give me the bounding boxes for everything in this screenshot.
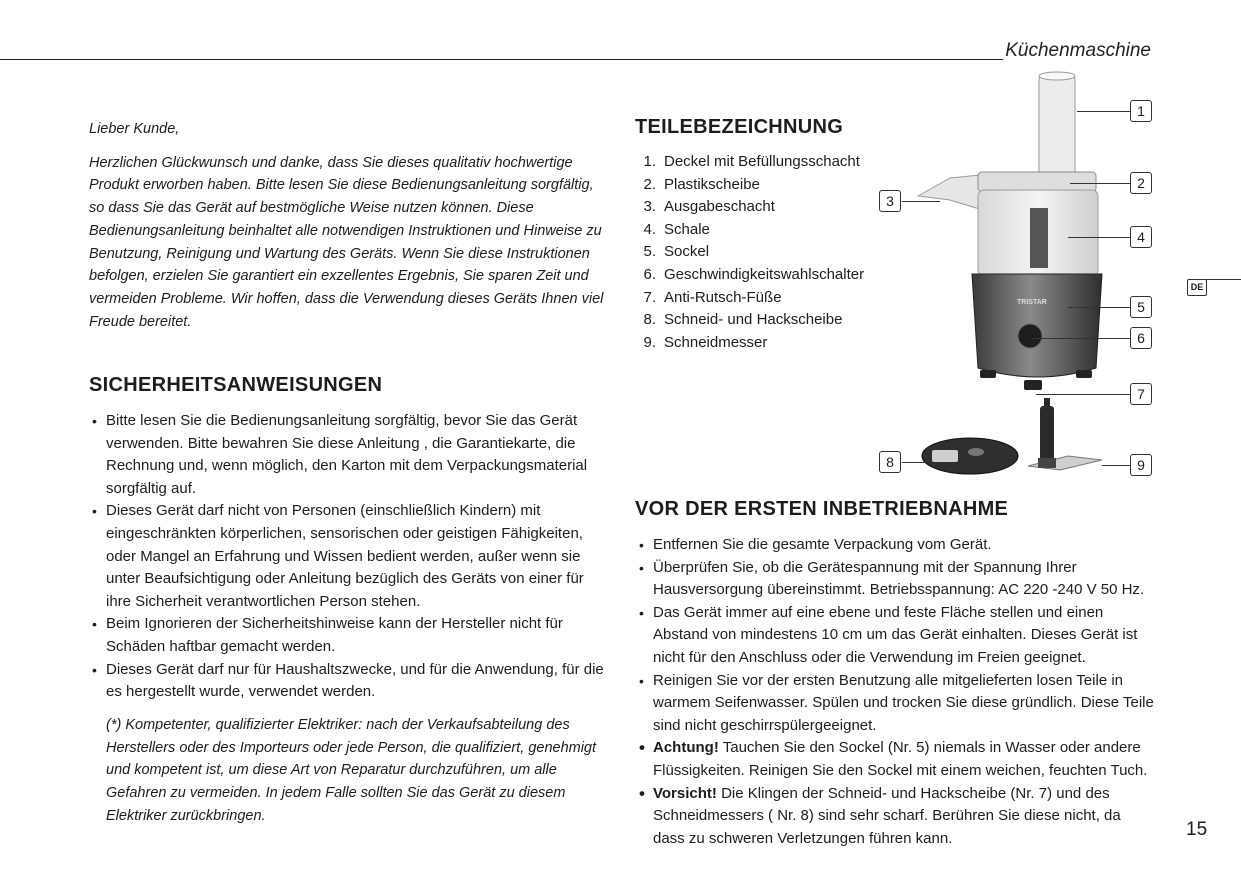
feet xyxy=(1076,370,1092,378)
intro-section xyxy=(89,118,605,333)
feet xyxy=(980,370,996,378)
parts-list xyxy=(628,151,888,354)
part-number: 4. xyxy=(643,220,656,238)
part-number: 3. xyxy=(643,198,656,216)
warning-text: Die Klingen der Schneid- und Hackscheibe (Nr. 7) und des Schneidmessers ( Nr. 8) sind sehr scharf. Berühren Sie diese nicht, da dass zu schweren Verletzungen führen kann. xyxy=(653,784,1121,847)
callout-4: 4 xyxy=(1130,226,1152,248)
list-item: • Beim Ignorieren der Sicherheitshinweise kann der Hersteller nicht für Schäden haftbar gemacht werden. xyxy=(89,613,605,658)
list-item: • Das Gerät immer auf eine ebene und feste Fläche stellen und einen Abstand von mindestens 10 cm um das Gerät einhalten. Dieses Gerät ist nicht für den Anschluss oder die Verwendung im Freien geeignet. xyxy=(636,602,1156,670)
first-use-list xyxy=(636,534,1156,850)
list-item xyxy=(628,309,888,332)
list-item xyxy=(628,196,888,219)
electrician-note: (*) Kompetenter, qualifizierter Elektriker: nach der Verkaufsabteilung des Herstellers oder des Importeurs oder jede Person, die qualifiziert, genehmigt und kompetent ist, um diese Art von Reparatur durchzuführen, um alle Gefahren zu vermeiden. In jedem Falle sollten Sie das Gerät zu diesem Elektriker zurückbringen. xyxy=(106,717,597,824)
list-item xyxy=(628,219,888,242)
warning-text: Tauchen Sie den Sockel (Nr. 5) niemals in Wasser oder andere Flüssigkeiten. Reinigen Sie den Sockel mit einem weichen, feuchten Tuch. xyxy=(653,739,1148,779)
part-label: Schneid- und Hackscheibe xyxy=(664,311,843,329)
food-processor-illustration xyxy=(880,68,1110,488)
leader-line xyxy=(1068,237,1130,238)
list-item: • Überprüfen Sie, ob die Gerätespannung mit der Spannung Ihrer Hausversorgung übereinstimmt. Betriebsspannung: AC 220 -240 V 50 Hz. xyxy=(636,557,1156,602)
feed-tube-top xyxy=(1039,72,1075,80)
list-item: • Reinigen Sie vor der ersten Benutzung alle mitgelieferten losen Teile in warmem Seifenwasser. Spülen und trocken Sie diese gründlich. Diese Teile sind nicht geschirrspülergeeignet. xyxy=(636,670,1156,738)
part-label: Sockel xyxy=(664,243,710,261)
leader-line xyxy=(1077,111,1130,112)
part-label: Deckel mit Befüllungsschacht xyxy=(664,153,860,170)
speed-dial xyxy=(1018,324,1042,348)
brand-logo: TRISTAR xyxy=(1017,299,1047,306)
part-number: 5. xyxy=(643,243,656,261)
callout-2: 2 xyxy=(1130,172,1152,194)
intro-greeting: Lieber Kunde, xyxy=(89,121,180,137)
warning-label: Achtung! xyxy=(653,739,719,757)
part-label: Schale xyxy=(664,220,710,238)
list-item: • Dieses Gerät darf nur für Haushaltszwecke, und für die Anwendung, für die es hergestellt wurde, verwendet werden. xyxy=(89,659,605,704)
part-label: Plastikscheibe xyxy=(664,175,760,193)
language-tab: DE xyxy=(1187,279,1207,296)
part-number: 1. xyxy=(643,153,656,170)
callout-5: 5 xyxy=(1130,296,1152,318)
lid xyxy=(978,172,1096,192)
list-item xyxy=(628,174,888,197)
leader-line xyxy=(1036,394,1130,395)
list-item xyxy=(636,783,1156,851)
list-item: • Bitte lesen Sie die Bedienungsanleitung sorgfältig, bevor Sie das Gerät verwenden. Bitte bewahren Sie diese Anleitung , die Garantiekarte, die Rechnung und, wenn möglich, den Karton mit dem Verpackungsmaterial sorgfältig auf. xyxy=(89,410,605,500)
intro-paragraph: Herzlichen Glückwunsch und danke, dass Sie dieses qualitativ hochwertige Produkt erworben haben. Bitte lesen Sie diese Bedienungsanleitung sorgfältig, so dass Sie das Gerät auf bestmögliche Weise nutzen können. Diese Bedienungsanleitung beinhaltet alle notwendigen Instruktionen und Hinweise zu Benutzung, Reinigung und Wartung des Geräts. Wenn Sie diese Instruktionen befolgen, erzielen Sie garantiert ein exzellentes Ergebnis, Sie sparen Zeit und vermeiden Probleme. Wir hoffen, dass die Verwendung dieses Geräts Ihnen viel Freude bereitet. xyxy=(89,154,604,330)
part-number: 6. xyxy=(643,265,656,283)
callout-8: 8 xyxy=(879,451,901,473)
leader-line xyxy=(1102,465,1130,466)
part-number: 8. xyxy=(643,311,656,329)
list-item: • Entfernen Sie die gesamte Verpackung vom Gerät. xyxy=(636,534,1156,557)
part-number: 9. xyxy=(643,333,656,351)
callout-1: 1 xyxy=(1130,100,1152,122)
list-item xyxy=(628,332,888,355)
callout-9: 9 xyxy=(1130,454,1152,476)
part-label: Ausgabeschacht xyxy=(664,198,775,216)
part-label: Anti-Rutsch-Füße xyxy=(664,288,782,306)
first-use-heading: VOR DER ERSTEN INBETRIEBNAHME xyxy=(635,498,1009,520)
leader-line xyxy=(902,462,930,463)
part-number: 7. xyxy=(643,288,656,306)
part-label: Geschwindigkeitswahlschalter xyxy=(664,265,865,283)
leader-line xyxy=(1068,307,1130,308)
list-item: • Dieses Gerät darf nicht von Personen (einschließlich Kindern) mit eingeschränkten körperlichen, sensorischen oder geistigen Fähigkeiten, oder Mangel an Erfahrung und Wissen bedient werden, außer wenn sie unter Beaufsichtigung oder Anleitung bezüglich des Geräts von einer für ihre Sicherheit verantwortlichen Person stehen. xyxy=(89,500,605,613)
spindle xyxy=(1030,208,1048,268)
language-tab-rule xyxy=(1206,279,1241,280)
page-number: 15 xyxy=(1186,819,1208,840)
list-item xyxy=(628,151,888,174)
parts-heading: TEILEBEZEICHNUNG xyxy=(635,116,844,138)
part-label: Schneidmesser xyxy=(664,333,768,351)
feet xyxy=(1024,380,1042,390)
list-item xyxy=(628,264,888,287)
part-number: 2. xyxy=(643,175,656,193)
leader-line xyxy=(902,201,940,202)
leader-line xyxy=(1032,338,1130,339)
callout-7: 7 xyxy=(1130,383,1152,405)
page-title: Küchenmaschine xyxy=(1005,40,1151,61)
safety-heading: SICHERHEITSANWEISUNGEN xyxy=(89,374,383,396)
list-item xyxy=(636,737,1156,782)
base xyxy=(972,274,1102,377)
list-item xyxy=(628,241,888,264)
blade-shaft xyxy=(1040,406,1054,460)
list-item xyxy=(628,287,888,310)
leader-line xyxy=(1070,183,1130,184)
header-rule xyxy=(0,59,1003,60)
warning-label: Vorsicht! xyxy=(653,784,717,802)
callout-6: 6 xyxy=(1130,327,1152,349)
feed-tube xyxy=(1039,74,1075,178)
safety-list xyxy=(89,410,605,704)
callout-3: 3 xyxy=(879,190,901,212)
